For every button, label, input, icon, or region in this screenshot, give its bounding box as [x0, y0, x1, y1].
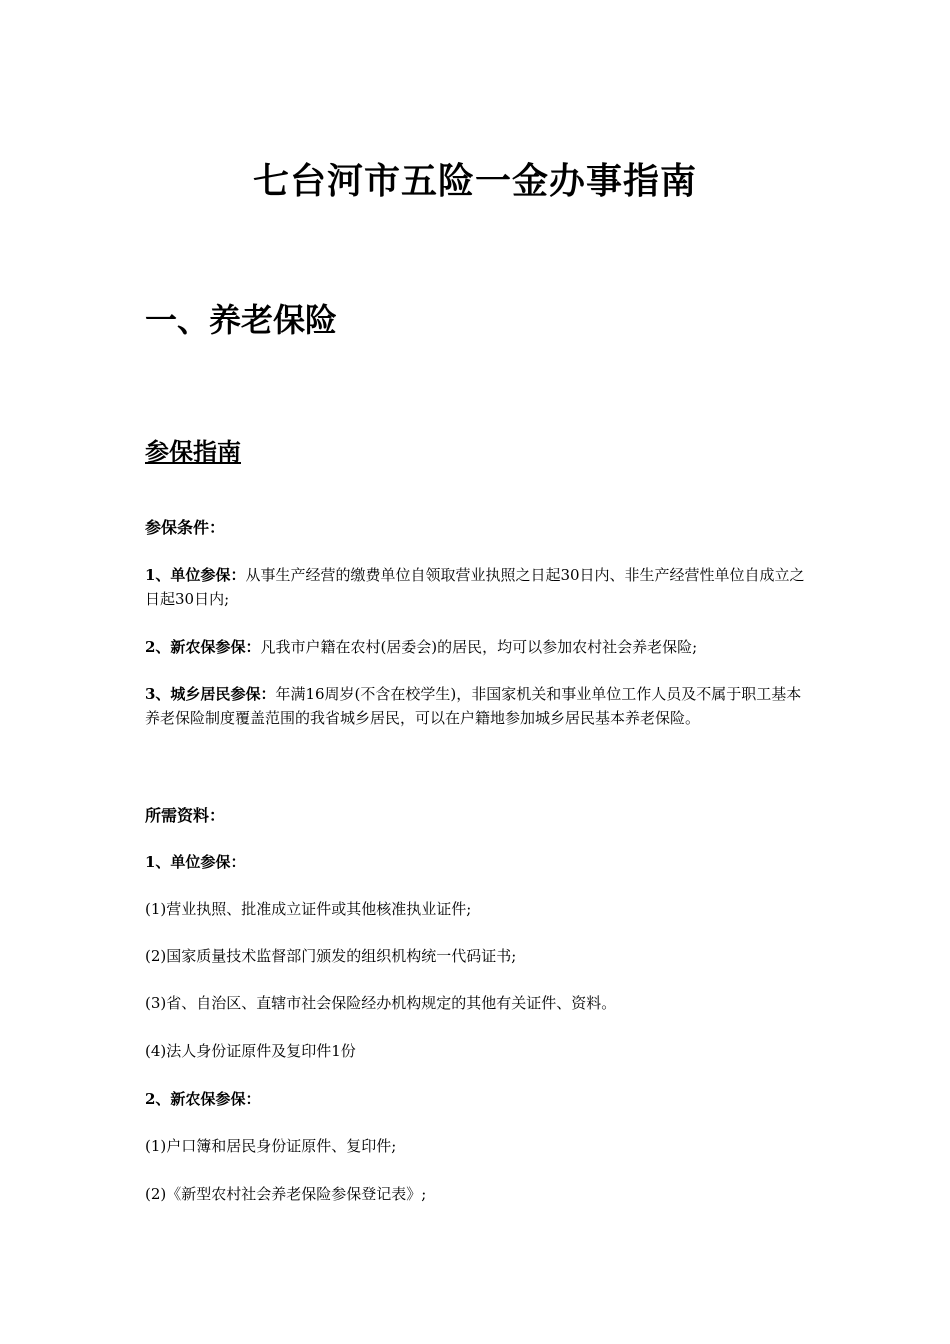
- materials-heading: 所需资料：: [145, 806, 226, 825]
- conditions-heading: 参保条件：: [145, 518, 226, 537]
- material-item: (4)法人身份证原件及复印件1份: [145, 1042, 356, 1060]
- condition-item-rural: [145, 635, 805, 659]
- material-item: (2)国家质量技术监督部门颁发的组织机构统一代码证书;: [145, 947, 517, 965]
- materials-group-unit-label: 1、单位参保：: [145, 853, 246, 871]
- condition-item-urban-rural: [145, 682, 805, 730]
- subsection-title-enrollment-guide: 参保指南: [145, 437, 241, 466]
- material-item: (1)营业执照、批准成立证件或其他核准执业证件;: [145, 900, 472, 918]
- condition-item-unit: [145, 563, 805, 611]
- condition-text: 从事生产经营的缴费单位自领取营业执照之日起30日内、非生产经营性单位自成立之日起30日内;: [145, 566, 805, 608]
- material-item: (2)《新型农村社会养老保险参保登记表》;: [145, 1185, 427, 1203]
- section-title-pension: 一、养老保险: [145, 301, 338, 339]
- condition-label: 3、城乡居民参保：: [145, 685, 276, 703]
- materials-group-rural-label: 2、新农保参保：: [145, 1090, 261, 1108]
- condition-label: 1、单位参保：: [145, 566, 246, 584]
- document-title: 七台河市五险一金办事指南: [252, 160, 697, 202]
- material-item: (3)省、自治区、直辖市社会保险经办机构规定的其他有关证件、资料。: [145, 994, 617, 1012]
- condition-text: 凡我市户籍在农村(居委会)的居民，均可以参加农村社会养老保险;: [260, 638, 698, 656]
- material-item: (1)户口簿和居民身份证原件、复印件;: [145, 1137, 397, 1155]
- condition-label: 2、新农保参保：: [145, 638, 261, 656]
- condition-text: 年满16周岁(不含在校学生)，非国家机关和事业单位工作人员及不属于职工基本养老保险制度覆盖范围的我省城乡居民，可以在户籍地参加城乡居民基本养老保险。: [145, 685, 802, 727]
